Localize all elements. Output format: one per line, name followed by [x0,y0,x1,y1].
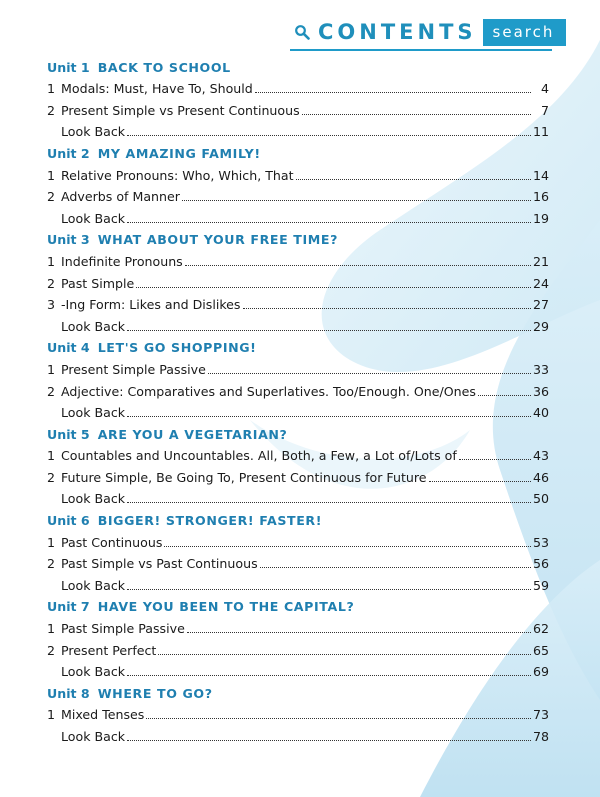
unit-title: HAVE YOU BEEN TO THE CAPITAL? [97,599,355,615]
entry-number: 1 [47,448,56,464]
dot-leader [302,113,531,115]
unit-heading[interactable] [47,53,549,75]
page-number: 19 [532,210,549,226]
unit-title: WHERE TO GO? [97,685,213,701]
entry-number: 2 [47,189,56,205]
entry-title: Look Back [61,405,126,421]
toc-entry[interactable] [47,614,549,636]
entry-title: Future Simple, Be Going To, Present Continuous for Future [61,469,427,485]
toc-entry[interactable] [47,96,549,118]
entry-number: 3 [47,297,56,313]
unit-title: BIGGER! STRONGER! FASTER! [97,513,323,529]
dot-leader [146,717,531,719]
page-number: 43 [532,448,549,464]
unit-number: Unit 5 [47,426,90,442]
page-number: 40 [532,405,549,421]
dot-leader [429,480,531,482]
entry-title: Relative Pronouns: Who, Which, That [61,167,294,183]
page-number: 14 [532,167,549,183]
entry-title: Past Simple Passive [61,621,185,637]
unit-title: WHAT ABOUT YOUR FREE TIME? [97,232,339,248]
toc-entry-look-back[interactable] [47,658,549,680]
entry-number: 2 [47,556,56,572]
page-title: CONTENTS [318,20,477,44]
entry-title: Present Simple Passive [61,361,206,377]
page-number: 33 [532,361,549,377]
entry-title: Look Back [61,664,126,680]
dot-leader [127,415,531,417]
toc-entry[interactable] [47,75,549,97]
entry-number: 1 [47,707,56,723]
page-number: 11 [532,124,549,140]
unit-heading[interactable] [47,593,549,615]
dot-leader [478,394,531,396]
toc-entry[interactable] [47,442,549,464]
unit-number: Unit 3 [47,232,90,248]
toc-entry-look-back[interactable] [47,399,549,421]
entry-number: 1 [47,167,56,183]
unit-title: MY AMAZING FAMILY! [97,145,261,161]
entry-title: Adverbs of Manner [61,189,180,205]
dot-leader [127,501,531,503]
toc-entry-look-back[interactable] [47,722,549,744]
dot-leader [182,199,531,201]
page-number: 53 [532,534,549,550]
toc-entry[interactable] [47,528,549,550]
entry-title: Modals: Must, Have To, Should [61,81,253,97]
dot-leader [185,264,531,266]
toc-entry[interactable] [47,247,549,269]
toc-entry-look-back[interactable] [47,571,549,593]
entry-number: 1 [47,253,56,269]
page-number: 16 [532,189,549,205]
entry-title: Look Back [61,491,126,507]
dot-leader [127,588,531,590]
page-number: 65 [532,642,549,658]
dot-leader [127,134,531,136]
entry-number: 1 [47,621,56,637]
toc-entry[interactable] [47,463,549,485]
page-number: 46 [532,469,549,485]
page-number: 62 [532,621,549,637]
toc-entry-look-back[interactable] [47,485,549,507]
header-divider [290,49,552,51]
page-number: 4 [540,81,549,97]
page-number: 21 [532,253,549,269]
entry-title: Indefinite Pronouns [61,253,183,269]
dot-leader [208,372,531,374]
entry-title: Look Back [61,318,126,334]
entry-number: 1 [47,81,56,97]
unit-number: Unit 6 [47,513,90,529]
dot-leader [459,458,531,460]
toc-entry[interactable] [47,550,549,572]
unit-heading[interactable] [47,420,549,442]
page-number: 7 [540,102,549,118]
page-number: 69 [532,664,549,680]
unit-heading[interactable] [47,334,549,356]
unit-heading[interactable] [47,226,549,248]
dot-leader [164,545,531,547]
dot-leader [158,653,531,655]
toc-entry[interactable] [47,355,549,377]
toc-entry-look-back[interactable] [47,204,549,226]
toc-entry[interactable] [47,636,549,658]
dot-leader [127,329,531,331]
entry-title: Countables and Uncountables. All, Both, a Few, a Lot of/Lots of [61,448,457,464]
toc-entry[interactable] [47,377,549,399]
toc-entry[interactable] [47,183,549,205]
unit-heading[interactable] [47,139,549,161]
table-of-contents [47,53,549,744]
entry-title: Present Perfect [61,642,157,658]
entry-number: 2 [47,642,56,658]
toc-entry-look-back[interactable] [47,118,549,140]
unit-number: Unit 2 [47,145,90,161]
entry-title: Mixed Tenses [61,707,145,723]
entry-title: Look Back [61,124,126,140]
unit-heading[interactable] [47,506,549,528]
page-number: 24 [532,275,549,291]
page-number: 73 [532,707,549,723]
page-number: 56 [532,556,549,572]
dot-leader [127,221,531,223]
entry-title: Present Simple vs Present Continuous [61,102,300,118]
unit-title: BACK TO SCHOOL [97,59,231,75]
toc-entry[interactable] [47,269,549,291]
unit-heading[interactable] [47,679,549,701]
dot-leader [296,178,531,180]
page-number: 59 [532,577,549,593]
dot-leader [127,674,531,676]
search-icon [294,24,310,40]
unit-number: Unit 8 [47,685,90,701]
toc-entry-look-back[interactable] [47,312,549,334]
unit-number: Unit 4 [47,340,90,356]
entry-number: 2 [47,469,56,485]
unit-title: ARE YOU A VEGETARIAN? [97,426,288,442]
entry-number: 2 [47,102,56,118]
toc-entry[interactable] [47,291,549,313]
search-button[interactable]: search [483,19,567,46]
page-number: 50 [532,491,549,507]
toc-entry[interactable] [47,161,549,183]
entry-title: Past Simple [61,275,135,291]
unit-number: Unit 7 [47,599,90,615]
dot-leader [187,631,531,633]
entry-title: Look Back [61,729,126,744]
unit-title: LET'S GO SHOPPING! [97,340,257,356]
page-number: 78 [532,729,549,744]
entry-title: Adjective: Comparatives and Superlatives. Too/Enough. One/Ones [61,383,476,399]
entry-number: 1 [47,361,56,377]
unit-number: Unit 1 [47,59,90,75]
entry-number: 1 [47,534,56,550]
entry-number: 2 [47,275,56,291]
dot-leader [127,739,531,741]
dot-leader [136,286,531,288]
entry-title: Past Continuous [61,534,163,550]
entry-title: Look Back [61,577,126,593]
toc-entry[interactable] [47,701,549,723]
entry-title: Look Back [61,210,126,226]
dot-leader [243,307,531,309]
dot-leader [255,91,531,93]
page-number: 36 [532,383,549,399]
entry-title: -Ing Form: Likes and Dislikes [61,297,241,313]
dot-leader [260,566,531,568]
entry-number: 2 [47,383,56,399]
page-number: 27 [532,297,549,313]
contents-header [294,16,566,48]
entry-title: Past Simple vs Past Continuous [61,556,258,572]
page-number: 29 [532,318,549,334]
